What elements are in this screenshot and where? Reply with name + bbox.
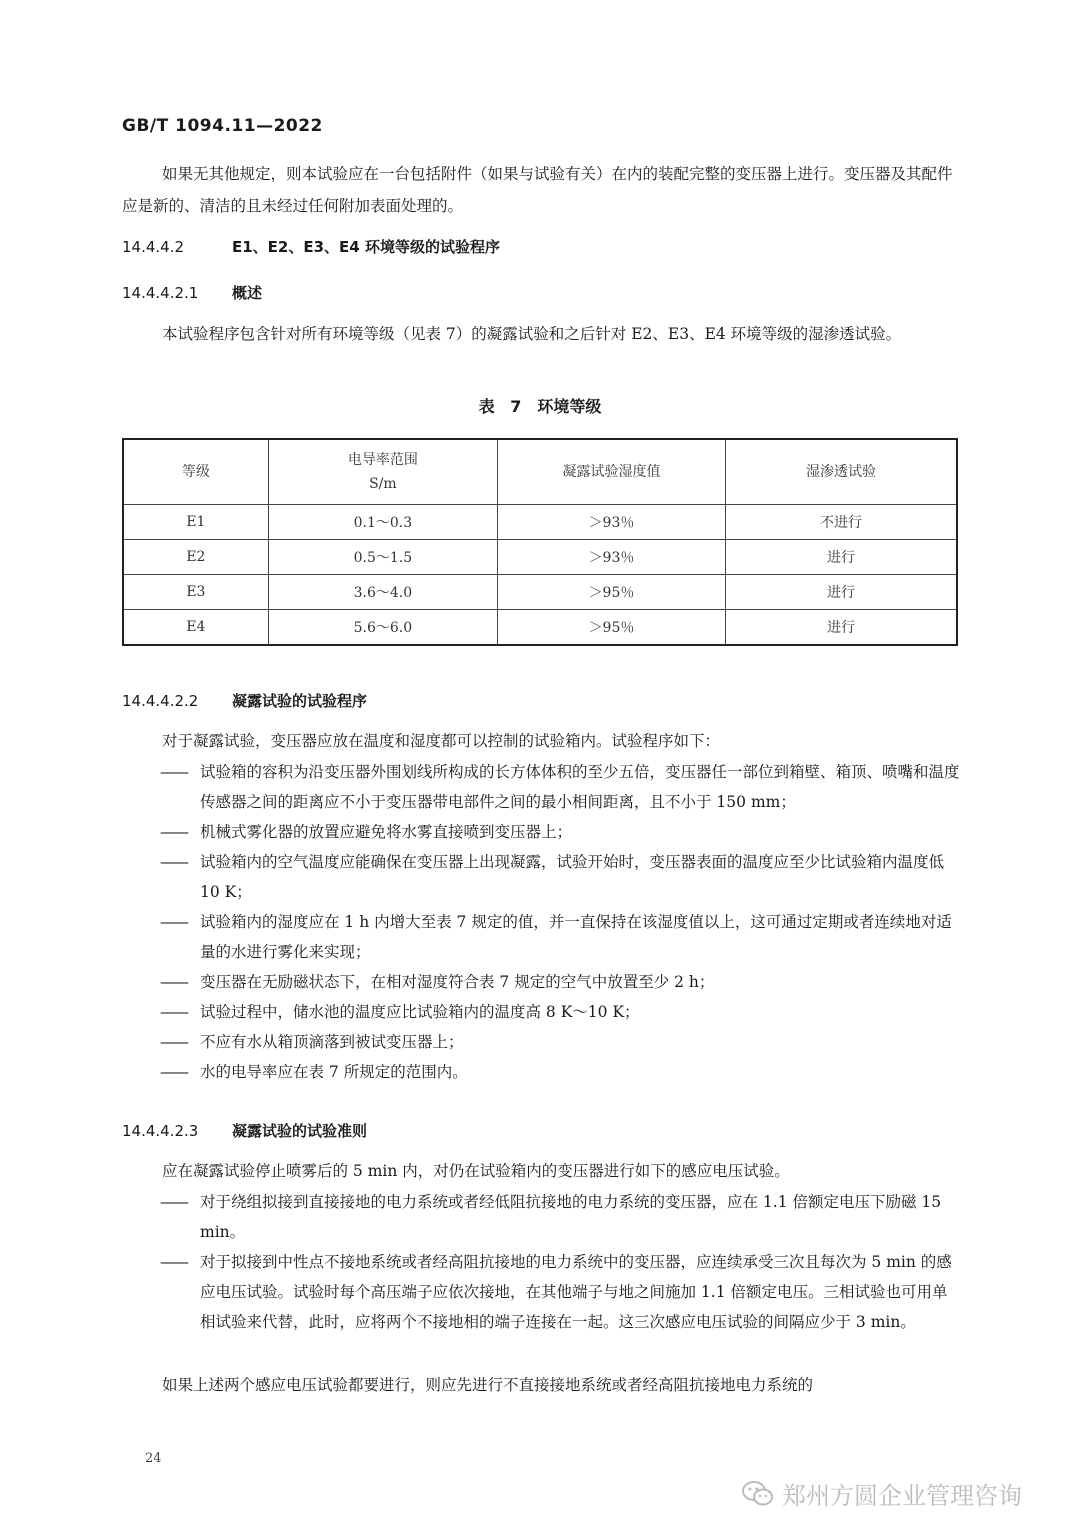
- section-number: 14.4.4.2.1: [122, 284, 199, 302]
- table-row: [123, 540, 957, 575]
- section-number: 14.4.4.2.2: [122, 692, 199, 710]
- list-item-text: 变压器在无励磁状态下，在相对湿度符合表 7 规定的空气中放置至少 2 h；: [200, 973, 715, 991]
- header-conductivity-unit: S/m: [369, 476, 397, 492]
- list-item-text: 对于拟接到中性点不接地系统或者经高阻抗接地的电力系统中的变压器，应连续承受三次且每次为 5 min 的感应电压试验。试验时每个高压端子应依次接地，在其他端子与地之间施加 1.1 倍额定电压。三相试验也可用单相试验来代替，此时，应将两个不接地相的端子连接在一起。这三次感应电压试验的间隔应少于 3 min。: [200, 1253, 952, 1331]
- section-title: 概述: [232, 284, 263, 302]
- watermark: [742, 1476, 1022, 1511]
- dash-marker: ——: [160, 973, 187, 991]
- section-title: E1、E2、E3、E4 环境等级的试验程序: [232, 238, 500, 256]
- cell-humidity: ＞93％: [497, 540, 725, 575]
- watermark-text: 郑州方圆企业管理咨询: [782, 1482, 1022, 1510]
- criteria-list: [160, 1187, 960, 1337]
- list-item: [160, 817, 960, 847]
- dash-marker: ——: [160, 823, 187, 841]
- cell-conductivity: 3.6～4.0: [268, 575, 497, 610]
- header-penetration: 湿渗透试验: [726, 439, 957, 505]
- section-title: 凝露试验的试验准则: [232, 1122, 368, 1140]
- dash-marker: ——: [160, 853, 187, 871]
- list-item-text: 试验箱内的空气温度应能确保在变压器上出现凝露，试验开始时，变压器表面的温度应至少比试验箱内温度低 10 K；: [200, 853, 945, 901]
- cell-conductivity: 0.1～0.3: [268, 505, 497, 540]
- list-item: [160, 1027, 960, 1057]
- dash-marker: ——: [160, 1033, 187, 1051]
- section-heading-14-4-4-2-3: [122, 1120, 367, 1141]
- table-title: 表 7 环境等级: [478, 397, 602, 416]
- dash-marker: ——: [160, 913, 187, 931]
- list-item: [160, 1057, 960, 1087]
- dash-marker: ——: [160, 1003, 187, 1021]
- procedure-intro: 对于凝露试验，变压器应放在温度和湿度都可以控制的试验箱内。试验程序如下：: [162, 732, 721, 750]
- table-row: [123, 610, 957, 646]
- dash-marker: ——: [160, 1253, 187, 1271]
- cell-penetration: 进行: [726, 610, 957, 646]
- table-row: [123, 575, 957, 610]
- procedure-list: [160, 757, 960, 1087]
- cell-humidity: ＞93％: [497, 505, 725, 540]
- cell-class: E4: [123, 610, 268, 646]
- environment-class-table: [122, 438, 958, 646]
- list-item: [160, 847, 960, 907]
- list-item: [160, 1187, 960, 1247]
- page-number: 24: [145, 1451, 162, 1466]
- list-item: [160, 967, 960, 997]
- section-title: 凝露试验的试验程序: [232, 692, 368, 710]
- section-number: 14.4.4.2.3: [122, 1122, 199, 1140]
- dash-marker: ——: [160, 1063, 187, 1081]
- criteria-intro: 应在凝露试验停止喷雾后的 5 min 内，对仍在试验箱内的变压器进行如下的感应电压试验。: [162, 1162, 790, 1180]
- section-heading-14-4-4-2-2: [122, 690, 367, 711]
- cell-class: E1: [123, 505, 268, 540]
- cell-class: E3: [123, 575, 268, 610]
- list-item-text: 水的电导率应在表 7 所规定的范围内。: [200, 1063, 468, 1081]
- cell-penetration: 不进行: [726, 505, 957, 540]
- list-item-text: 试验过程中，储水池的温度应比试验箱内的温度高 8 K～10 K；: [200, 1003, 640, 1021]
- header-conductivity: [268, 439, 497, 505]
- list-item: [160, 997, 960, 1027]
- header-humidity: 凝露试验湿度值: [497, 439, 725, 505]
- intro-paragraph: 如果无其他规定，则本试验应在一台包括附件（如果与试验有关）在内的装配完整的变压器上进行。变压器及其配件应是新的、清洁的且未经过任何附加表面处理的。: [122, 165, 953, 215]
- criteria-closing-paragraph: 如果上述两个感应电压试验都要进行，则应先进行不直接接地系统或者经高阻抗接地电力系统的: [162, 1376, 814, 1394]
- list-item: [160, 907, 960, 967]
- cell-penetration: 进行: [726, 575, 957, 610]
- section-number: 14.4.4.2: [122, 238, 185, 256]
- list-item: [160, 1247, 960, 1337]
- list-item-text: 对于绕组拟接到直接接地的电力系统或者经低阻抗接地的电力系统的变压器，应在 1.1 倍额定电压下励磁 15 min。: [200, 1193, 942, 1241]
- cell-penetration: 进行: [726, 540, 957, 575]
- wechat-icon: [742, 1480, 774, 1508]
- cell-conductivity: 0.5～1.5: [268, 540, 497, 575]
- header-class: 等级: [123, 439, 268, 505]
- header-conductivity-label: 电导率范围: [347, 452, 418, 468]
- list-item-text: 试验箱内的湿度应在 1 h 内增大至表 7 规定的值，并一直保持在该湿度值以上，这可通过定期或者连续地对适量的水进行雾化来实现；: [200, 913, 952, 961]
- cell-class: E2: [123, 540, 268, 575]
- dash-marker: ——: [160, 1193, 187, 1211]
- overview-paragraph: 本试验程序包含针对所有环境等级（见表 7）的凝露试验和之后针对 E2、E3、E4 环境等级的湿渗透试验。: [162, 325, 902, 343]
- list-item-text: 试验箱的容积为沿变压器外围划线所构成的长方体体积的至少五倍，变压器任一部位到箱壁、箱顶、喷嘴和温度传感器之间的距离应不小于变压器带电部件之间的最小相间距离，且不小于 150 mm；: [200, 763, 960, 811]
- cell-conductivity: 5.6～6.0: [268, 610, 497, 646]
- standard-number: GB/T 1094.11—2022: [122, 116, 323, 136]
- dash-marker: ——: [160, 763, 187, 781]
- section-heading-14-4-4-2: [122, 236, 500, 257]
- list-item: [160, 757, 960, 817]
- table-row: [123, 505, 957, 540]
- cell-humidity: ＞95％: [497, 575, 725, 610]
- cell-humidity: ＞95％: [497, 610, 725, 646]
- section-heading-14-4-4-2-1: [122, 282, 262, 303]
- table-header-row: [123, 439, 957, 505]
- list-item-text: 不应有水从箱顶滴落到被试变压器上；: [200, 1033, 464, 1051]
- list-item-text: 机械式雾化器的放置应避免将水雾直接喷到变压器上；: [200, 823, 573, 841]
